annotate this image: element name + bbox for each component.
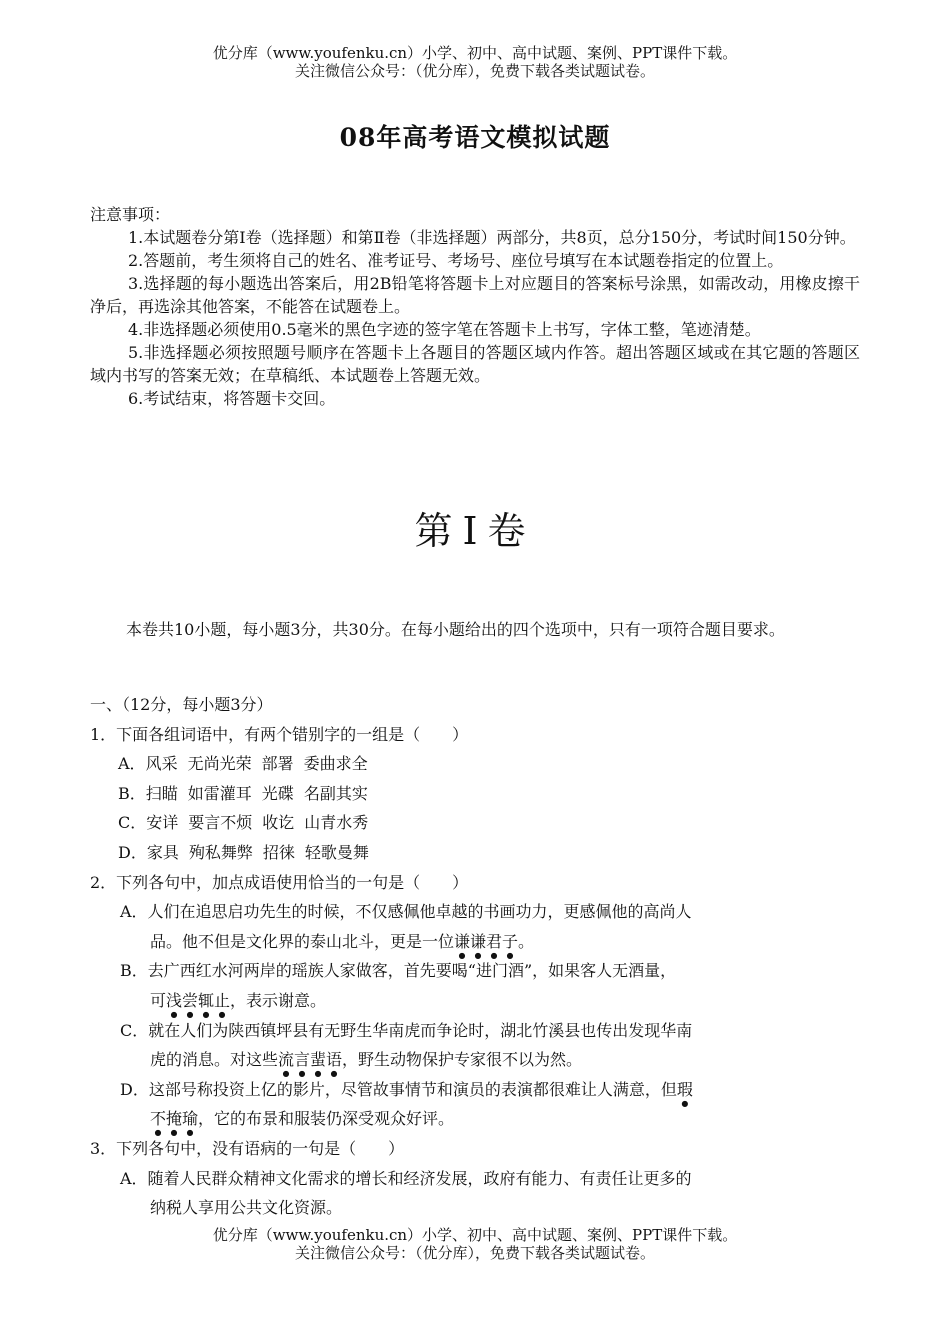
dotted-idiom: 不掩瑜: [150, 1109, 199, 1129]
option-label: B．: [118, 783, 146, 803]
q3-option-a: A．随着人民群众精神文化需求的增长和经济发展，政府有能力、有责任让更多的: [120, 1168, 692, 1188]
exam-title: 08年高考语文模拟试题: [339, 123, 611, 152]
dotted-idiom: 瑕: [676, 1079, 693, 1099]
volume-intro: 本卷共10小题，每小题3分，共30分。在每小题给出的四个选项中，只有一项符合题目要求。: [126, 620, 785, 639]
header-line-2: 关注微信公众号：（优分库），免费下载各类试题试卷。: [294, 62, 655, 80]
note-item: 2.答题前，考生须将自己的姓名、准考证号、考场号、座位号填写在本试题卷指定的位置上。: [128, 251, 784, 270]
option-label: D．: [118, 842, 147, 862]
q1-option-b: B．扫瞄 如雷灌耳 光碟 名副其实: [118, 783, 368, 803]
section-heading: 一、（12分，每小题3分）: [90, 695, 273, 714]
note-item: 5.非选择题必须按照题号顺序在答题卡上各题目的答题区域内作答。超出答题区域或在其它题的答题区域内书写的答案无效；在草稿纸、本试题卷上答题无效。: [90, 343, 860, 385]
question-3-stem: 3．下列各句中，没有语病的一句是（ ）: [90, 1138, 405, 1158]
dotted-idiom: 浅尝辄止: [166, 990, 231, 1010]
q2-option-b-cont: 可浅尝辄止，表示谢意。: [150, 990, 327, 1010]
q2-option-d: D．这部号称投资上亿的影片，尽管故事情节和演员的表演都很难让人满意，但瑕: [120, 1079, 693, 1099]
notes-section: [90, 203, 860, 410]
q2-option-b: B．去广西红水河两岸的瑶族人家做客，首先要喝“进门酒”，如果客人无酒量，: [120, 961, 677, 981]
q1-option-c: C．安详 要言不烦 收讫 山青水秀: [118, 813, 369, 833]
q2-option-d-cont: 不掩瑜，它的布景和服装仍深受观众好评。: [150, 1109, 455, 1129]
notes-heading: 注意事项：: [90, 205, 171, 224]
q2-option-c: C．就在人们为陕西镇坪县有无野生华南虎而争论时，湖北竹溪县也传出发现华南: [120, 1020, 693, 1040]
question-2-stem: 2．下列各句中，加点成语使用恰当的一句是（ ）: [90, 872, 469, 892]
q2-option-a-cont: 品。他不但是文化界的泰山北斗，更是一位谦谦君子。: [150, 931, 535, 951]
option-label: A．: [118, 754, 146, 774]
q1-option-a: A．风采 无尚光荣 部署 委曲求全: [118, 754, 368, 774]
page-footer: [0, 1226, 950, 1262]
footer-line-2: 关注微信公众号：（优分库），免费下载各类试题试卷。: [294, 1244, 655, 1262]
note-item: 6.考试结束，将答题卡交回。: [128, 389, 336, 408]
dotted-idiom: 谦谦君子: [454, 931, 519, 951]
note-item: 3.选择题的每小题选出答案后，用2B铅笔将答题卡上对应题目的答案标号涂黑，如需改动，用橡皮擦干净后，再选涂其他答案，不能答在试题卷上。: [90, 274, 860, 316]
q2-option-a: A．人们在追思启功先生的时候，不仅感佩他卓越的书画功力，更感佩他的高尚人: [120, 902, 692, 922]
question-1-stem: 1．下面各组词语中，有两个错别字的一组是（ ）: [90, 724, 469, 744]
page-header: [0, 44, 950, 80]
volume-title: 第Ⅰ卷: [414, 509, 536, 553]
header-line-1: 优分库（www.youfenku.cn）小学、初中、高中试题、案例、PPT课件下载。: [212, 44, 738, 62]
dotted-idiom: 流言蜚语: [278, 1050, 343, 1070]
footer-line-1: 优分库（www.youfenku.cn）小学、初中、高中试题、案例、PPT课件下载。: [212, 1226, 738, 1244]
q2-option-c-cont: 虎的消息。对这些流言蜚语，野生动物保护专家很不以为然。: [150, 1050, 583, 1070]
note-item: 4.非选择题必须使用0.5毫米的黑色字迹的签字笔在答题卡上书写，字体工整，笔迹清楚。: [128, 320, 761, 339]
q1-option-d: D．家具 殉私舞弊 招徕 轻歌曼舞: [118, 842, 369, 862]
option-label: C．: [118, 813, 147, 833]
q3-option-a-cont: 纳税人享用公共文化资源。: [150, 1198, 343, 1218]
questions: [90, 690, 870, 1223]
note-item: 1.本试题卷分第Ⅰ卷（选择题）和第Ⅱ卷（非选择题）两部分，共8页，总分150分，考试时间150分钟。: [128, 228, 856, 247]
